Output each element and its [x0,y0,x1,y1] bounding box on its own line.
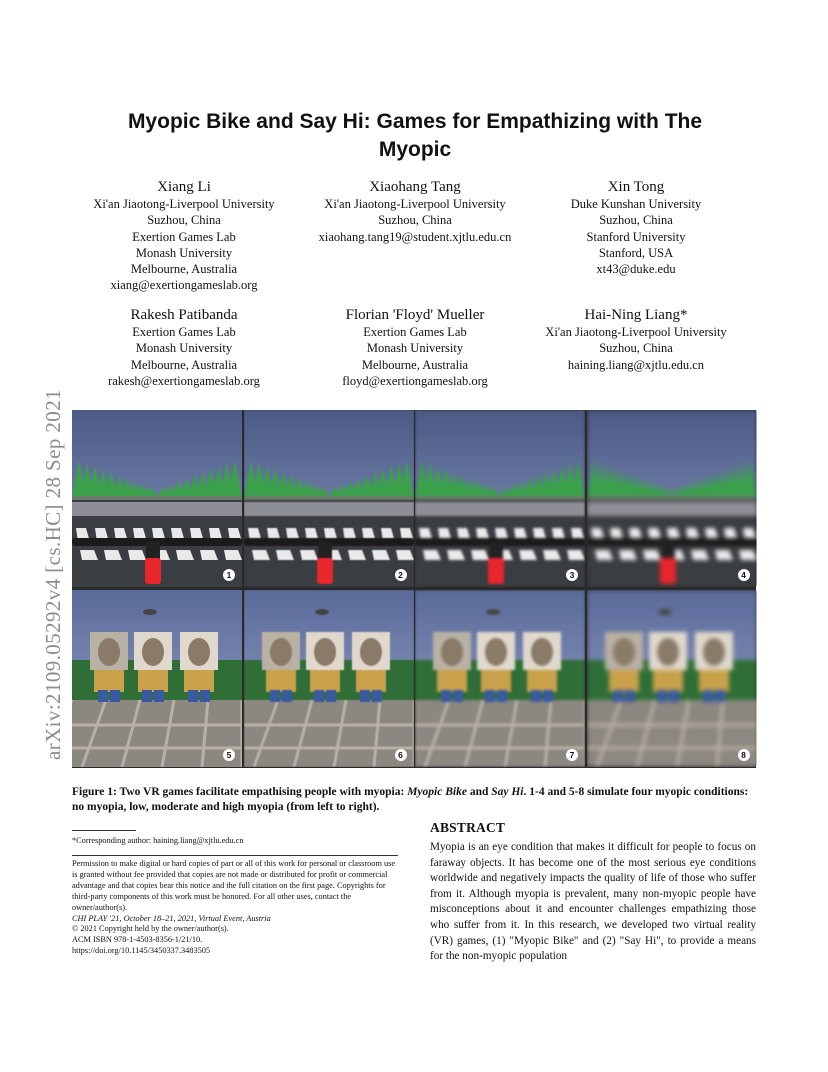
author-affiliation: Stanford University [586,229,686,244]
arxiv-stamp: arXiv:2109.05292v4 [cs.HC] 28 Sep 2021 [41,388,65,760]
figure-panel-3 [415,410,585,587]
figure-panel-2 [244,410,414,587]
scene-image [587,410,757,587]
author-affiliation: Suzhou, China [147,213,221,228]
author-6 [516,306,756,373]
author-5 [295,306,535,389]
paper-title: Myopic Bike and Say Hi: Games for Empathizing with The Myopic [127,110,703,161]
author-3 [516,178,756,277]
figure-panel-5 [72,590,242,767]
panel-number-badge: 8 [738,749,750,761]
author-4 [64,306,304,389]
permission-text: Permission to make digital or hard copies of part or all of this work for personal or classroom use is granted without fee provided that copies are not made or distributed for profit or commercial advantage and that copies bear this notice and the full citation on the first page. Copyrights for third-party components of this work must be honored. For all other uses, contact the owner/author(s). [72,859,396,912]
panel-number-badge: 3 [566,569,578,581]
footnote-rule [72,830,136,831]
scene-image [244,590,414,767]
author-affiliation: Stanford, USA [598,245,674,260]
copyright-line: © 2021 Copyright held by the owner/author(s). [72,924,229,934]
author-affiliation: Exertion Games Lab [132,229,236,244]
author-affiliation: Suzhou, China [378,213,452,228]
scene-image [72,590,242,767]
author-email[interactable]: haining.liang@xjtlu.edu.cn [567,357,705,372]
permission-rule [72,855,398,856]
scene-image [415,410,585,587]
figure-panel-7 [415,590,585,767]
author-affiliation: Melbourne, Australia [130,262,238,277]
venue-line: CHI PLAY '21, October 18–21, 2021, Virtual Event, Austria [72,913,271,923]
author-email[interactable]: xt43@duke.edu [596,262,676,277]
panel-number-badge: 1 [223,569,235,581]
author-email[interactable]: xiang@exertiongameslab.org [110,278,258,293]
abstract-text: Myopia is an eye condition that makes it difficult for people to focus on faraway objects. It has become one of the most serious eye conditions worldwide and negatively impacts the quality of life of those who suffer from it. Although myopia is prevalent, many non-myopic people have misconceptions about it and encounter challenges empathizing those who suffer from it. In this research, we developed two virtual reality (VR) games, (1) "Myopic Bike" and (2) "Say Hi", to provide a means for the non-myopic population [430,841,756,963]
scene-image [72,410,242,587]
author-affiliation: Suzhou, China [599,213,673,228]
author-affiliation: Exertion Games Lab [363,325,467,339]
author-affiliation: Melbourne, Australia [361,357,469,372]
figure-1 [72,410,756,768]
figure-panel-1 [72,410,242,587]
author-name: Florian 'Floyd' Mueller [345,307,485,323]
author-affiliation: Xi'an Jiaotong-Liverpool University [93,197,275,211]
author-email[interactable]: xiaohang.tang19@student.xjtlu.edu.cn [318,229,512,244]
isbn-line: ACM ISBN 978-1-4503-8356-1/21/10. [72,935,203,945]
author-name: Xiang Li [157,179,211,195]
corresponding-author-footnote: *Corresponding author: haining.liang@xjtlu.edu.cn [72,836,244,845]
scene-image [415,590,585,767]
author-name: Hai-Ning Liang* [584,307,688,323]
author-affiliation: Exertion Games Lab [132,325,236,339]
panel-number-badge: 2 [395,569,407,581]
author-name: Xin Tong [607,179,665,195]
author-affiliation: Duke Kunshan University [570,197,702,211]
author-affiliation: Monash University [135,245,233,260]
author-affiliation: Monash University [135,341,233,356]
author-affiliation: Suzhou, China [599,341,673,356]
author-affiliation: Melbourne, Australia [130,357,238,372]
doi-line: https://doi.org/10.1145/3450337.3483505 [72,946,211,956]
figure-panel-6 [244,590,414,767]
panel-number-badge: 7 [566,749,578,761]
permission-block [72,859,402,957]
abstract-heading: ABSTRACT [430,820,506,835]
author-name: Rakesh Patibanda [130,307,238,323]
author-email[interactable]: floyd@exertiongameslab.org [342,373,488,388]
author-1 [64,178,304,294]
scene-image [244,410,414,587]
panel-number-badge: 6 [395,749,407,761]
author-name: Xiaohang Tang [369,179,461,195]
scene-image [587,590,757,767]
panel-number-badge: 5 [223,749,235,761]
figure-panel-4 [587,410,757,587]
figure-caption: Figure 1: Two VR games facilitate empathising people with myopia: Myopic Bike and Say Hi. 1-4 and 5-8 simulate four myopic conditions: no myopia, low, moderate and high myopia (from left to right). [72,786,749,813]
author-affiliation: Monash University [366,341,464,356]
author-affiliation: Xi'an Jiaotong-Liverpool University [545,325,727,339]
author-affiliation: Xi'an Jiaotong-Liverpool University [324,197,506,211]
author-email[interactable]: rakesh@exertiongameslab.org [108,373,260,388]
figure-panel-8 [587,590,757,767]
panel-number-badge: 4 [738,569,750,581]
author-2 [295,178,535,245]
